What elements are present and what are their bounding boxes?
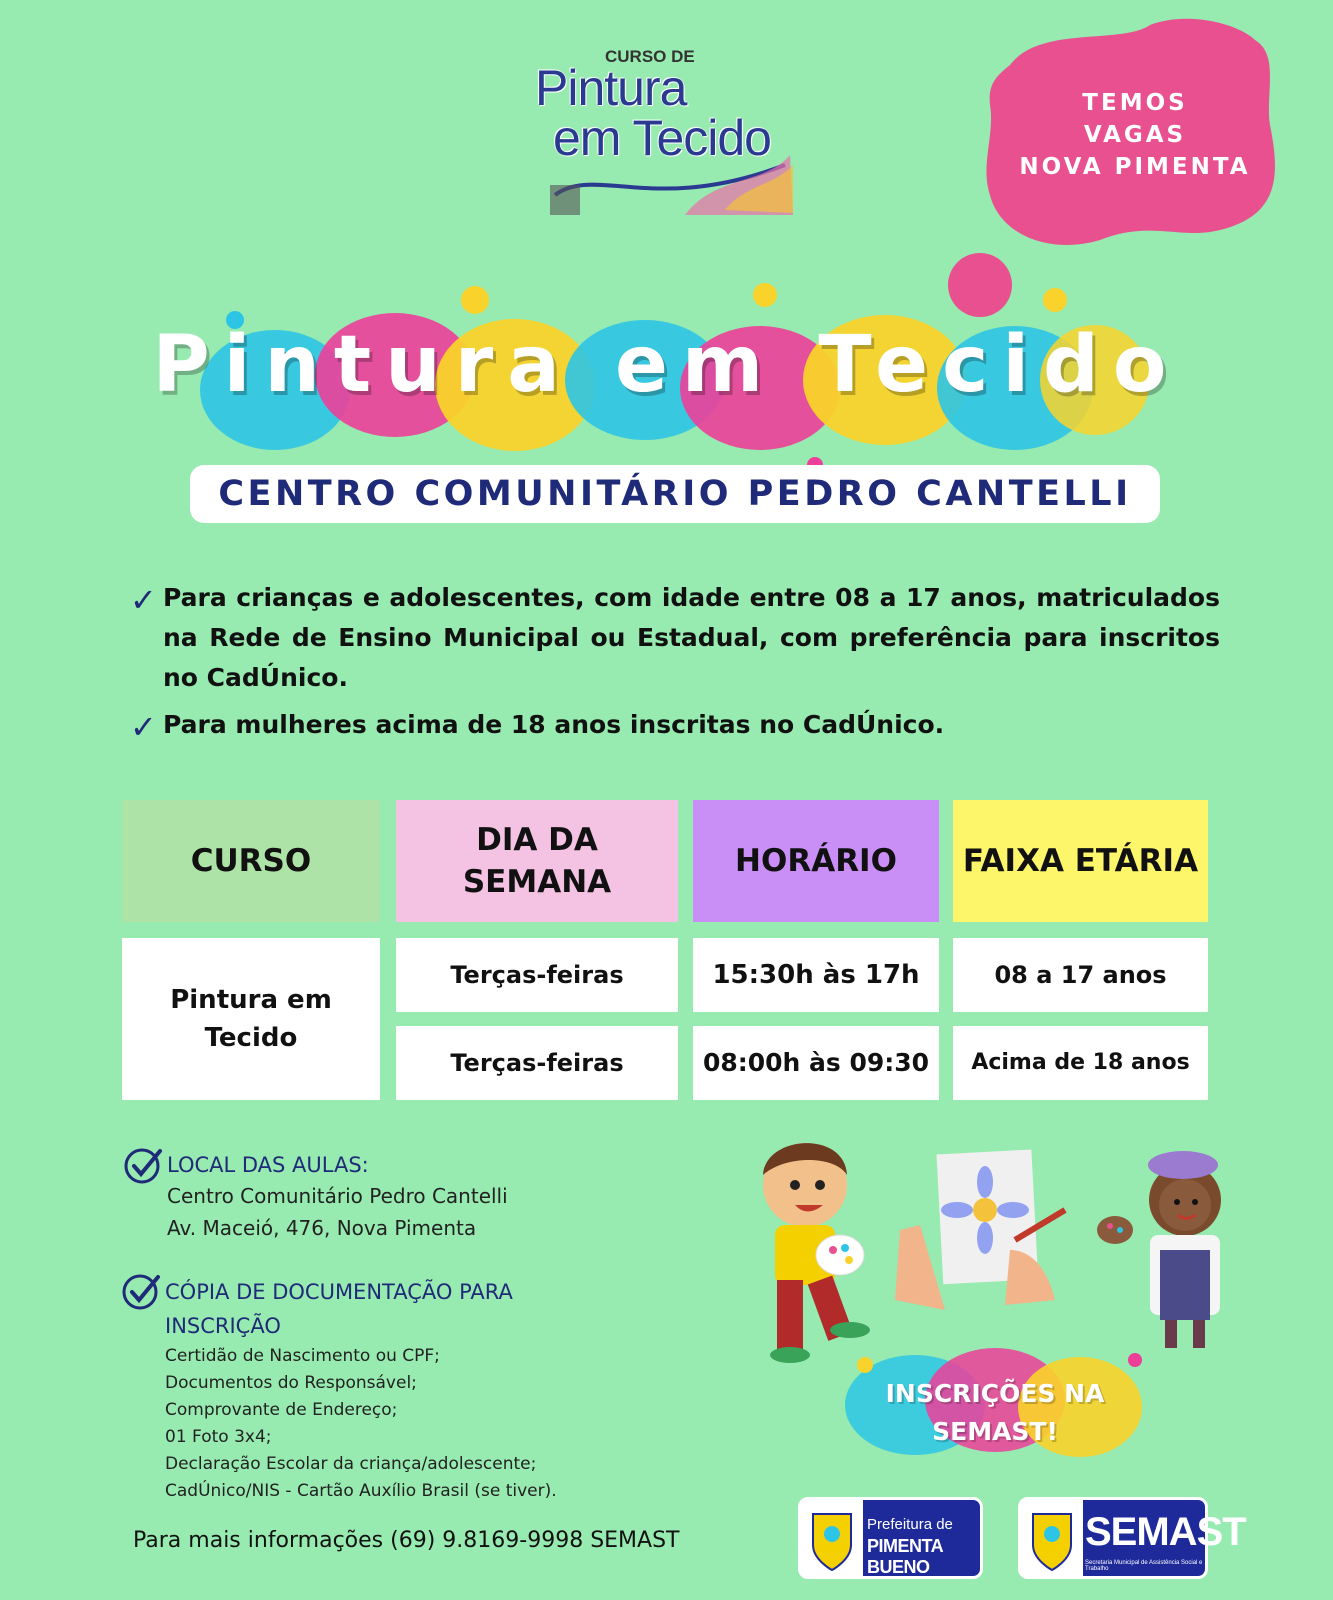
course-name-line-1: Pintura em [170,985,332,1015]
row-1-horario: 15:30h às 17h [693,938,939,1012]
doc-item: Comprovante de Endereço; [165,1400,398,1420]
registration-line-1: INSCRIÇÕES NA [885,1379,1105,1408]
circle-check-icon [124,1146,164,1186]
local-line-1: Centro Comunitário Pedro Cantelli [167,1184,508,1208]
audience-bullet-children [130,578,1220,698]
logo-line-1: Pintura [535,60,687,116]
logo-small-text: CURSO DE [605,47,695,66]
doc-item: Declaração Escolar da criança/adolescente; [165,1454,537,1474]
vacancy-badge [980,15,1310,315]
header-horario: HORÁRIO [693,800,939,922]
prefeitura-line-1: Prefeitura de [867,1516,953,1533]
course-name-line-2: Tecido [204,1023,298,1053]
bullet-text: Para crianças e adolescentes, com idade entre 08 a 17 anos, matriculados na Rede de Ensino Municipal ou Estadual, com preferência para inscritos no CadÚnico. [163,583,1220,692]
registration-callout [845,1375,1145,1451]
semast-logo [1018,1497,1246,1579]
badge-line-2: VAGAS [1083,122,1187,148]
header-dia-line-1: DIA DA [476,822,598,858]
row-1-dia: Terças-feiras [396,938,678,1012]
check-icon: ✓ [130,708,157,746]
prefeitura-logo [798,1497,983,1579]
main-title: Pintura em Tecido [152,320,1181,410]
crest-icon [1021,1500,1083,1576]
check-icon: ✓ [130,581,157,619]
crest-icon [801,1500,863,1576]
row-2-faixa: Acima de 18 anos [953,1026,1208,1100]
header-faixa-etaria: FAIXA ETÁRIA [953,800,1208,922]
header-dia-da-semana [396,800,678,922]
registration-line-2: SEMAST! [932,1417,1058,1446]
circle-check-icon [122,1272,162,1312]
doc-item: 01 Foto 3x4; [165,1427,272,1447]
header-dia-line-2: SEMANA [462,864,612,900]
audience-bullet-women [130,705,1220,745]
doc-item: Certidão de Nascimento ou CPF; [165,1346,440,1366]
docs-title-line-1: CÓPIA DE DOCUMENTAÇÃO PARA [165,1280,513,1304]
course-name-cell [122,938,380,1100]
row-1-faixa: 08 a 17 anos [953,938,1208,1012]
header-curso: CURSO [122,800,380,922]
bullet-text: Para mulheres acima de 18 anos inscritas no CadÚnico. [163,710,945,739]
local-title: LOCAL DAS AULAS: [167,1153,369,1177]
badge-line-1: TEMOS [1082,90,1188,116]
contact-info: Para mais informações (69) 9.8169-9998 SEMAST [133,1528,680,1553]
badge-line-3: NOVA PIMENTA [1019,154,1251,180]
semast-subtitle: Secretaria Municipal de Assistência Social e Trabalho [1085,1560,1203,1572]
semast-wordmark: SEMAST [1085,1510,1246,1554]
row-2-horario: 08:00h às 09:30 [693,1026,939,1100]
doc-item: CadÚnico/NIS - Cartão Auxílio Brasil (se tiver). [165,1481,557,1501]
location-banner: CENTRO COMUNITÁRIO PEDRO CANTELLI [190,465,1160,523]
vacancy-badge-text [980,87,1290,183]
course-logo [535,45,815,225]
local-line-2: Av. Maceió, 476, Nova Pimenta [167,1216,477,1240]
prefeitura-line-2: PIMENTA BUENO [867,1536,943,1577]
docs-title-line-2: INSCRIÇÃO [165,1314,281,1338]
doc-item: Documentos do Responsável; [165,1373,417,1393]
logo-line-2: em Tecido [553,110,771,166]
kids-painting-illustration [745,1130,1265,1375]
row-2-dia: Terças-feiras [396,1026,678,1100]
